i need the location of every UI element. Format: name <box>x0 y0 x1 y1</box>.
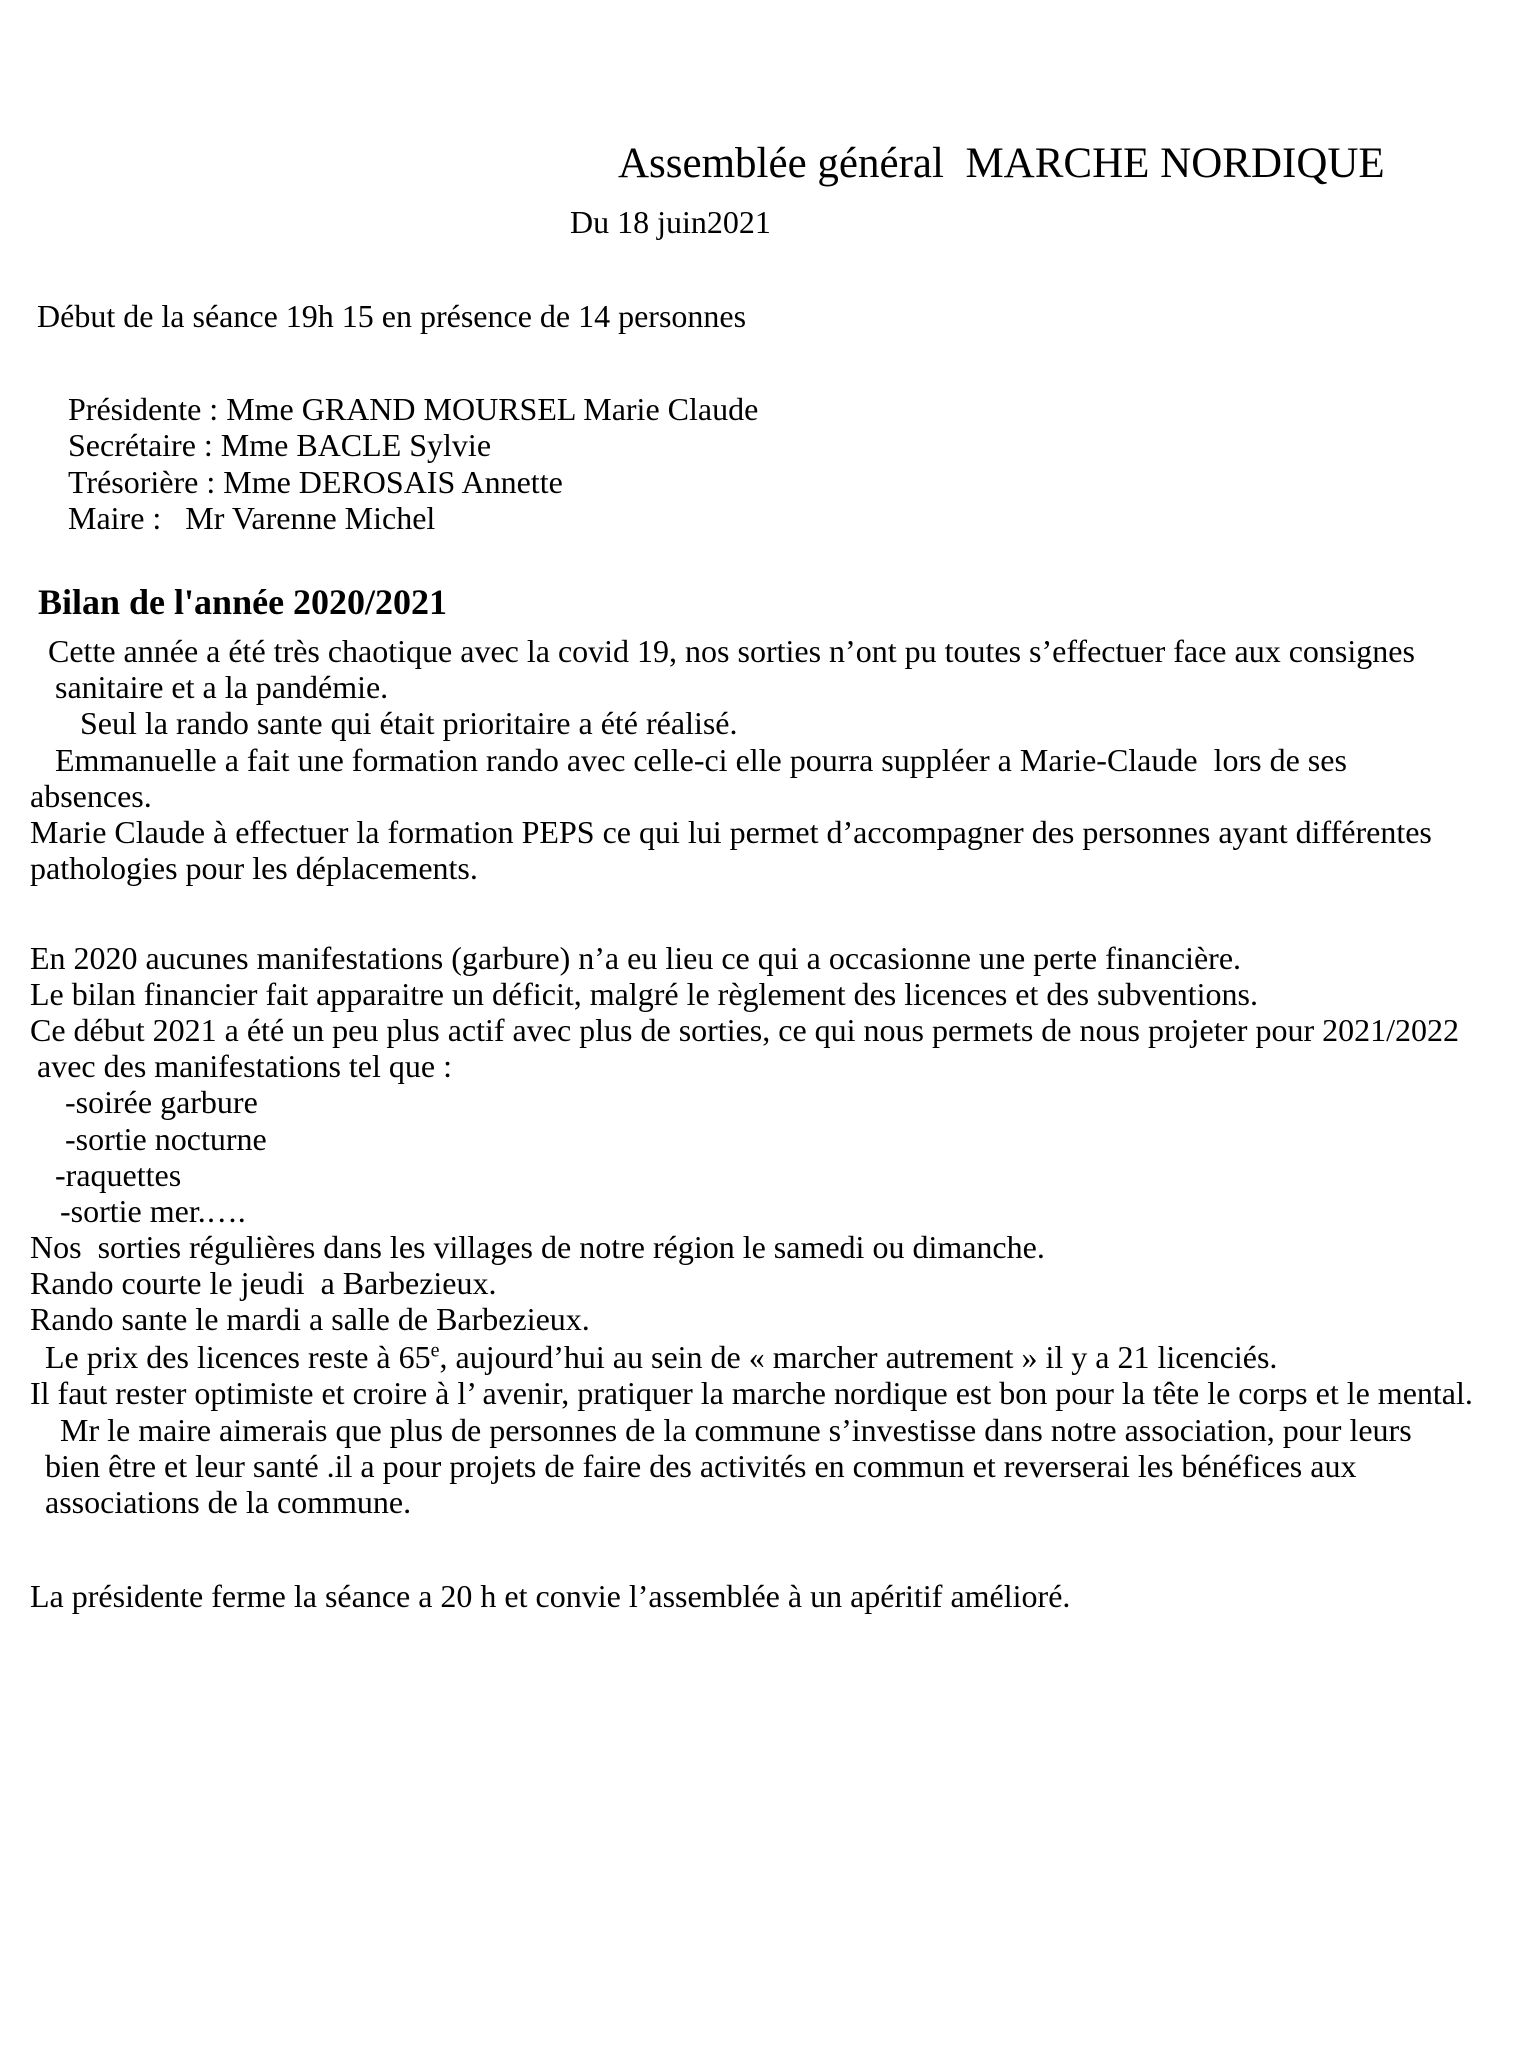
officer-line-tresoriere: Trésorière : Mme DEROSAIS Annette <box>68 464 563 500</box>
officer-line-maire: Maire : Mr Varenne Michel <box>68 500 436 536</box>
licence-line-superscript: e <box>430 1339 440 1362</box>
body-line: sanitaire et a la pandémie. <box>55 669 389 705</box>
body-line: Nos sorties régulières dans les villages de notre région le samedi ou dimanche. <box>30 1229 1045 1265</box>
body-line: Marie Claude à effectuer la formation PEPS ce qui lui permet d’accompagner des personnes ayant différentes <box>30 814 1432 850</box>
licence-line-after: , aujourd’hui au sein de « marcher autrement » il y a 21 licenciés. <box>439 1339 1278 1375</box>
date-line: Du 18 juin2021 <box>570 204 771 240</box>
body-line: Rando sante le mardi a salle de Barbezieux. <box>30 1301 590 1337</box>
body-line: absences. <box>30 778 152 814</box>
officer-line-presidente: Présidente : Mme GRAND MOURSEL Marie Claude <box>68 391 759 427</box>
list-item: -raquettes <box>55 1157 182 1193</box>
body-line: bien être et leur santé .il a pour projets de faire des activités en commun et reverserai les bénéfices aux <box>45 1448 1357 1484</box>
section-heading: Bilan de l'année 2020/2021 <box>38 582 448 622</box>
licence-line <box>45 1339 1277 1376</box>
intro-line: Début de la séance 19h 15 en présence de 14 personnes <box>37 298 747 334</box>
body-line: Il faut rester optimiste et croire à l’ avenir, pratiquer la marche nordique est bon pour la tête le corps et le mental. <box>30 1375 1473 1411</box>
list-item: -soirée garbure <box>65 1084 258 1120</box>
body-line: pathologies pour les déplacements. <box>30 850 478 886</box>
body-line: Ce début 2021 a été un peu plus actif avec plus de sorties, ce qui nous permets de nous projeter pour 2021/2022 <box>30 1012 1459 1048</box>
licence-line-before: Le prix des licences reste à 65 <box>45 1339 431 1375</box>
list-item: -sortie nocturne <box>65 1121 267 1157</box>
body-line: Emmanuelle a fait une formation rando avec celle-ci elle pourra suppléer a Marie-Claude lors de ses <box>55 742 1347 778</box>
closing-line: La présidente ferme la séance a 20 h et convie l’assemblée à un apéritif amélioré. <box>30 1578 1071 1614</box>
body-line: Mr le maire aimerais que plus de personnes de la commune s’investisse dans notre association, pour leurs <box>60 1412 1412 1448</box>
body-line: associations de la commune. <box>45 1484 412 1520</box>
body-line: En 2020 aucunes manifestations (garbure) n’a eu lieu ce qui a occasionne une perte financière. <box>30 940 1242 976</box>
body-line: Cette année a été très chaotique avec la covid 19, nos sorties n’ont pu toutes s’effectuer face aux consignes <box>48 633 1415 669</box>
document-title: Assemblée général MARCHE NORDIQUE <box>618 140 1385 187</box>
officer-line-secretaire: Secrétaire : Mme BACLE Sylvie <box>68 427 492 463</box>
list-item: -sortie mer.…. <box>60 1193 246 1229</box>
body-line: Rando courte le jeudi a Barbezieux. <box>30 1265 497 1301</box>
body-line: Seul la rando sante qui était prioritaire a été réalisé. <box>80 705 738 741</box>
body-line: Le bilan financier fait apparaitre un déficit, malgré le règlement des licences et des subventions. <box>30 976 1258 1012</box>
body-line: avec des manifestations tel que : <box>37 1048 452 1084</box>
